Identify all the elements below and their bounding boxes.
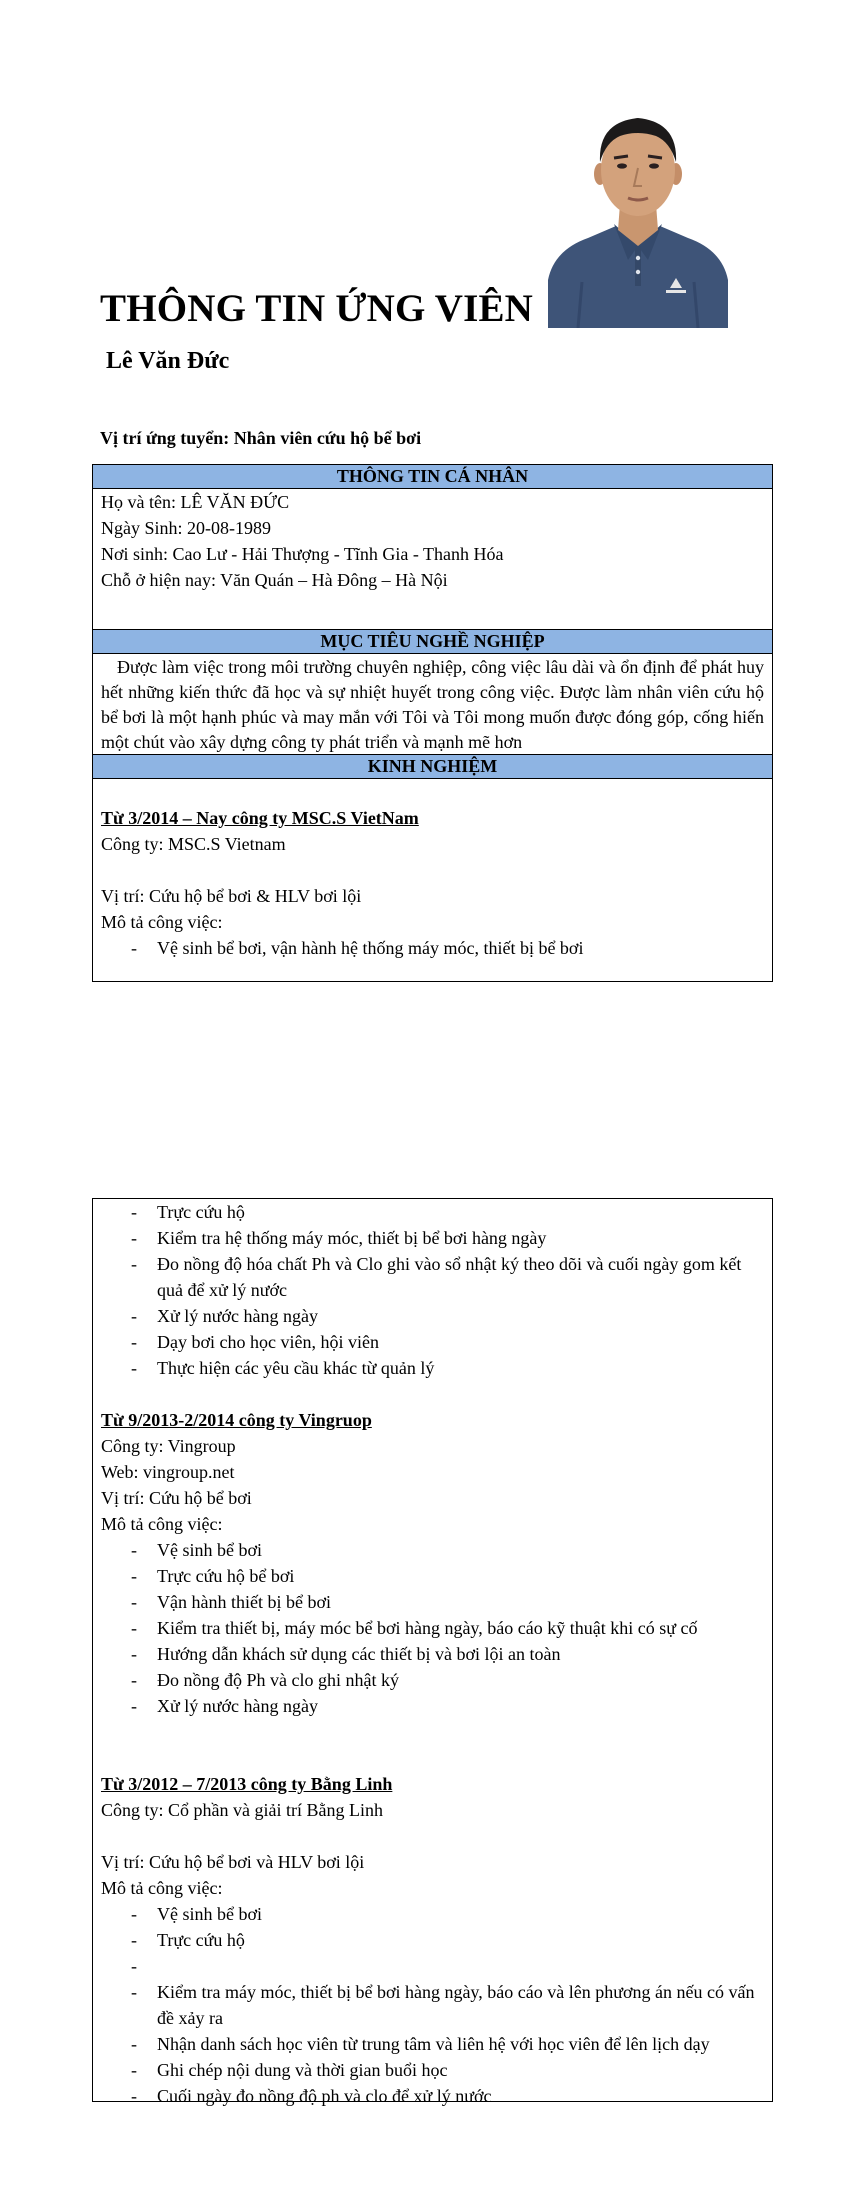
job1-duties-page1 <box>101 935 764 961</box>
experience-heading: KINH NGHIỆM <box>93 754 772 779</box>
list-item: - Trực cứu hộ <box>101 1199 764 1225</box>
list-item: - Nhận danh sách học viên từ trung tâm và liên hệ với học viên để lên lịch dạy <box>101 2031 764 2057</box>
birth-place-line: Nơi sinh: Cao Lư - Hải Thượng - Tĩnh Gia - Thanh Hóa <box>101 544 504 564</box>
job3-company: Công ty: Cổ phần và giải trí Bằng Linh <box>101 1800 383 1820</box>
job3-duties <box>101 1901 764 2109</box>
job2-duties <box>101 1537 764 1719</box>
list-item: - Vệ sinh bể bơi, vận hành hệ thống máy móc, thiết bị bể bơi <box>101 935 764 961</box>
job2-role: Vị trí: Cứu hộ bể bơi <box>101 1488 252 1508</box>
personal-info-heading: THÔNG TIN CÁ NHÂN <box>93 465 772 489</box>
personal-info-section <box>93 489 772 629</box>
list-item: - Thực hiện các yêu cầu khác từ quản lý <box>101 1355 764 1381</box>
list-item: - Xử lý nước hàng ngày <box>101 1693 764 1719</box>
list-item: - Đo nồng độ Ph và clo ghi nhật ký <box>101 1667 764 1693</box>
job2-company: Công ty: Vingroup <box>101 1436 236 1456</box>
candidate-photo <box>548 112 728 328</box>
list-item: - Vệ sinh bể bơi <box>101 1537 764 1563</box>
list-item: - Kiểm tra máy móc, thiết bị bể bơi hàng ngày, báo cáo và lên phương án nếu có vấn đề xảy ra <box>101 1979 764 2031</box>
page-title: THÔNG TIN ỨNG VIÊN <box>100 287 534 330</box>
list-item: - Hướng dẫn khách sử dụng các thiết bị và bơi lội an toàn <box>101 1641 764 1667</box>
job1-title: Từ 3/2014 – Nay công ty MSC.S VietNam <box>101 808 419 828</box>
list-item: - Dạy bơi cho học viên, hội viên <box>101 1329 764 1355</box>
job1-role: Vị trí: Cứu hộ bể bơi & HLV bơi lội <box>101 886 362 906</box>
job2-website: Web: vingroup.net <box>101 1462 235 1482</box>
career-objective-text: Được làm việc trong môi trường chuyên nghiệp, công việc lâu dài và ổn định để phát huy hết những kiến thức đã học và sự nhiệt huyết trong công việc. Được làm nhân viên cứu hộ bể bơi là một hạnh phúc và may mắn với Tôi và Tôi mong muốn được đóng góp, cống hiến một chút vào xây dựng công ty phát triển và mạnh mẽ hơn <box>101 657 764 752</box>
job1-company: Công ty: MSC.S Vietnam <box>101 834 286 854</box>
job1-desc-label: Mô tả công việc: <box>101 912 223 932</box>
experience-section-page2 <box>93 1199 772 2109</box>
list-item: - Ghi chép nội dung và thời gian buổi học <box>101 2057 764 2083</box>
career-objective-heading: MỤC TIÊU NGHỀ NGHIỆP <box>93 629 772 654</box>
list-item: - Kiểm tra hệ thống máy móc, thiết bị bể bơi hàng ngày <box>101 1225 764 1251</box>
job1-duties-page2 <box>101 1199 764 1381</box>
cv-table-page2 <box>92 1198 773 2106</box>
experience-section-page1 <box>93 779 772 961</box>
job2-desc-label: Mô tả công việc: <box>101 1514 223 1534</box>
job3-title: Từ 3/2012 – 7/2013 công ty Bằng Linh <box>101 1774 393 1794</box>
list-item: - Trực cứu hộ <box>101 1927 764 1953</box>
candidate-name: Lê Văn Đức <box>106 348 230 374</box>
list-item: - Vệ sinh bể bơi <box>101 1901 764 1927</box>
list-item: - Cuối ngày đo nồng độ ph và clo để xử lý nước <box>101 2083 764 2109</box>
list-item: - Kiểm tra thiết bị, máy móc bể bơi hàng ngày, báo cáo kỹ thuật khi có sự cố <box>101 1615 764 1641</box>
birth-date-line: Ngày Sinh: 20-08-1989 <box>101 518 271 538</box>
list-item: - Đo nồng độ hóa chất Ph và Clo ghi vào sổ nhật ký theo dõi và cuối ngày gom kết quả để xử lý nước <box>101 1251 764 1303</box>
full-name-line: Họ và tên: LÊ VĂN ĐỨC <box>101 492 290 512</box>
list-item: - Xử lý nước hàng ngày <box>101 1303 764 1329</box>
list-item: - Vận hành thiết bị bể bơi <box>101 1589 764 1615</box>
job3-desc-label: Mô tả công việc: <box>101 1878 223 1898</box>
current-address-line: Chỗ ở hiện nay: Văn Quán – Hà Đông – Hà Nội <box>101 570 448 590</box>
cv-table-page1 <box>92 464 773 982</box>
job2-title: Từ 9/2013-2/2014 công ty Vingruop <box>101 1410 372 1430</box>
list-item <box>101 1953 764 1979</box>
applied-position: Vị trí ứng tuyển: Nhân viên cứu hộ bể bơi <box>100 428 422 448</box>
job3-role: Vị trí: Cứu hộ bể bơi và HLV bơi lội <box>101 1852 365 1872</box>
list-item: - Trực cứu hộ bể bơi <box>101 1563 764 1589</box>
